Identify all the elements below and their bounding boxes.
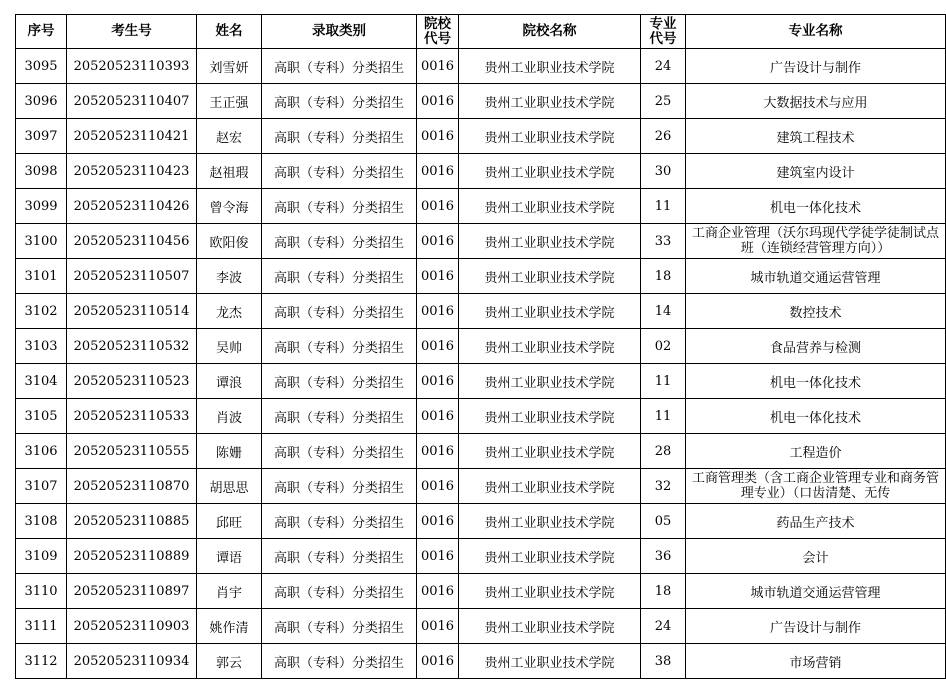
cell-major-code: 24 — [641, 49, 686, 84]
cell-major-name: 建筑工程技术 — [686, 119, 946, 154]
cell-school-name: 贵州工业职业技术学院 — [459, 294, 641, 329]
cell-name: 赵宏 — [197, 119, 262, 154]
cell-category: 高职（专科）分类招生 — [262, 154, 417, 189]
cell-major-name: 食品营养与检测 — [686, 329, 946, 364]
cell-seq: 3109 — [16, 539, 67, 574]
table-row — [16, 119, 946, 154]
cell-name: 赵祖瑕 — [197, 154, 262, 189]
cell-school-code: 0016 — [417, 259, 459, 294]
cell-school-name: 贵州工业职业技术学院 — [459, 189, 641, 224]
cell-school-code: 0016 — [417, 399, 459, 434]
cell-seq: 3099 — [16, 189, 67, 224]
cell-category: 高职（专科）分类招生 — [262, 469, 417, 504]
cell-major-code: 18 — [641, 574, 686, 609]
header-major-code: 专业代号 — [641, 15, 686, 49]
cell-major-name: 工商管理类（含工商企业管理专业和商务管理专业）（口齿清楚、无传 — [686, 469, 946, 504]
header-seq: 序号 — [16, 15, 67, 49]
cell-major-name: 城市轨道交通运营管理 — [686, 574, 946, 609]
cell-school-code: 0016 — [417, 364, 459, 399]
table-row — [16, 259, 946, 294]
header-name: 姓名 — [197, 15, 262, 49]
cell-school-code: 0016 — [417, 189, 459, 224]
cell-category: 高职（专科）分类招生 — [262, 644, 417, 679]
table-row — [16, 49, 946, 84]
cell-major-code: 25 — [641, 84, 686, 119]
cell-exam-no: 20520523110456 — [67, 224, 197, 259]
cell-seq: 3103 — [16, 329, 67, 364]
cell-school-name: 贵州工业职业技术学院 — [459, 434, 641, 469]
header-school-code: 院校代号 — [417, 15, 459, 49]
cell-name: 谭语 — [197, 539, 262, 574]
cell-exam-no: 20520523110426 — [67, 189, 197, 224]
cell-school-code: 0016 — [417, 329, 459, 364]
table-row — [16, 644, 946, 679]
cell-school-code: 0016 — [417, 119, 459, 154]
table-row — [16, 434, 946, 469]
table-row — [16, 84, 946, 119]
cell-seq: 3102 — [16, 294, 67, 329]
cell-name: 欧阳俊 — [197, 224, 262, 259]
cell-exam-no: 20520523110532 — [67, 329, 197, 364]
cell-category: 高职（专科）分类招生 — [262, 399, 417, 434]
cell-school-name: 贵州工业职业技术学院 — [459, 539, 641, 574]
cell-exam-no: 20520523110934 — [67, 644, 197, 679]
table-row — [16, 399, 946, 434]
cell-school-name: 贵州工业职业技术学院 — [459, 154, 641, 189]
cell-school-name: 贵州工业职业技术学院 — [459, 224, 641, 259]
cell-seq: 3106 — [16, 434, 67, 469]
cell-major-code: 32 — [641, 469, 686, 504]
cell-name: 谭浪 — [197, 364, 262, 399]
cell-name: 邱旺 — [197, 504, 262, 539]
cell-category: 高职（专科）分类招生 — [262, 84, 417, 119]
cell-seq: 3107 — [16, 469, 67, 504]
cell-major-name: 广告设计与制作 — [686, 49, 946, 84]
cell-major-code: 02 — [641, 329, 686, 364]
cell-major-code: 24 — [641, 609, 686, 644]
cell-major-name: 机电一体化技术 — [686, 364, 946, 399]
cell-category: 高职（专科）分类招生 — [262, 539, 417, 574]
table-row — [16, 329, 946, 364]
cell-major-code: 36 — [641, 539, 686, 574]
cell-school-code: 0016 — [417, 49, 459, 84]
cell-seq: 3096 — [16, 84, 67, 119]
cell-seq: 3101 — [16, 259, 67, 294]
cell-school-code: 0016 — [417, 469, 459, 504]
cell-exam-no: 20520523110870 — [67, 469, 197, 504]
cell-school-name: 贵州工业职业技术学院 — [459, 644, 641, 679]
header-school-name: 院校名称 — [459, 15, 641, 49]
cell-exam-no: 20520523110393 — [67, 49, 197, 84]
cell-school-name: 贵州工业职业技术学院 — [459, 84, 641, 119]
cell-seq: 3112 — [16, 644, 67, 679]
cell-major-name: 机电一体化技术 — [686, 189, 946, 224]
cell-exam-no: 20520523110885 — [67, 504, 197, 539]
cell-school-name: 贵州工业职业技术学院 — [459, 49, 641, 84]
cell-exam-no: 20520523110523 — [67, 364, 197, 399]
cell-name: 王正强 — [197, 84, 262, 119]
cell-major-name: 工商企业管理（沃尔玛现代学徒学徒制试点班（连锁经营管理方向）） — [686, 224, 946, 259]
cell-exam-no: 20520523110421 — [67, 119, 197, 154]
cell-exam-no: 20520523110407 — [67, 84, 197, 119]
cell-school-code: 0016 — [417, 224, 459, 259]
cell-school-name: 贵州工业职业技术学院 — [459, 609, 641, 644]
header-major-name: 专业名称 — [686, 15, 946, 49]
table-body — [16, 49, 946, 679]
admission-table — [15, 14, 946, 679]
table-row — [16, 224, 946, 259]
cell-seq: 3110 — [16, 574, 67, 609]
cell-major-code: 05 — [641, 504, 686, 539]
cell-category: 高职（专科）分类招生 — [262, 574, 417, 609]
cell-major-name: 大数据技术与应用 — [686, 84, 946, 119]
cell-school-code: 0016 — [417, 539, 459, 574]
cell-school-name: 贵州工业职业技术学院 — [459, 469, 641, 504]
cell-category: 高职（专科）分类招生 — [262, 609, 417, 644]
cell-seq: 3111 — [16, 609, 67, 644]
cell-school-code: 0016 — [417, 434, 459, 469]
table-row — [16, 469, 946, 504]
cell-major-code: 11 — [641, 189, 686, 224]
cell-exam-no: 20520523110533 — [67, 399, 197, 434]
cell-exam-no: 20520523110507 — [67, 259, 197, 294]
cell-name: 李波 — [197, 259, 262, 294]
cell-category: 高职（专科）分类招生 — [262, 504, 417, 539]
cell-major-code: 11 — [641, 364, 686, 399]
cell-exam-no: 20520523110423 — [67, 154, 197, 189]
cell-category: 高职（专科）分类招生 — [262, 224, 417, 259]
table-row — [16, 574, 946, 609]
cell-major-name: 数控技术 — [686, 294, 946, 329]
cell-name: 吴帅 — [197, 329, 262, 364]
cell-category: 高职（专科）分类招生 — [262, 294, 417, 329]
cell-exam-no: 20520523110514 — [67, 294, 197, 329]
cell-major-code: 30 — [641, 154, 686, 189]
cell-major-name: 建筑室内设计 — [686, 154, 946, 189]
cell-exam-no: 20520523110555 — [67, 434, 197, 469]
table-row — [16, 154, 946, 189]
cell-school-code: 0016 — [417, 154, 459, 189]
cell-category: 高职（专科）分类招生 — [262, 434, 417, 469]
table-row — [16, 504, 946, 539]
cell-major-name: 市场营销 — [686, 644, 946, 679]
cell-major-code: 18 — [641, 259, 686, 294]
cell-major-code: 33 — [641, 224, 686, 259]
cell-seq: 3095 — [16, 49, 67, 84]
cell-name: 郭云 — [197, 644, 262, 679]
cell-name: 龙杰 — [197, 294, 262, 329]
header-category: 录取类别 — [262, 15, 417, 49]
cell-major-code: 28 — [641, 434, 686, 469]
cell-school-name: 贵州工业职业技术学院 — [459, 399, 641, 434]
cell-school-code: 0016 — [417, 574, 459, 609]
table-row — [16, 189, 946, 224]
cell-seq: 3104 — [16, 364, 67, 399]
cell-name: 曾令海 — [197, 189, 262, 224]
table-header-row — [16, 15, 946, 49]
cell-school-name: 贵州工业职业技术学院 — [459, 329, 641, 364]
cell-name: 胡思思 — [197, 469, 262, 504]
cell-category: 高职（专科）分类招生 — [262, 259, 417, 294]
cell-exam-no: 20520523110897 — [67, 574, 197, 609]
cell-major-name: 工程造价 — [686, 434, 946, 469]
cell-exam-no: 20520523110889 — [67, 539, 197, 574]
cell-seq: 3105 — [16, 399, 67, 434]
cell-seq: 3100 — [16, 224, 67, 259]
cell-name: 姚作清 — [197, 609, 262, 644]
cell-major-code: 38 — [641, 644, 686, 679]
cell-major-name: 广告设计与制作 — [686, 609, 946, 644]
cell-seq: 3097 — [16, 119, 67, 154]
cell-major-name: 药品生产技术 — [686, 504, 946, 539]
cell-seq: 3098 — [16, 154, 67, 189]
cell-category: 高职（专科）分类招生 — [262, 49, 417, 84]
cell-school-code: 0016 — [417, 84, 459, 119]
cell-school-code: 0016 — [417, 294, 459, 329]
cell-category: 高职（专科）分类招生 — [262, 189, 417, 224]
cell-exam-no: 20520523110903 — [67, 609, 197, 644]
cell-category: 高职（专科）分类招生 — [262, 119, 417, 154]
cell-school-code: 0016 — [417, 644, 459, 679]
cell-major-code: 26 — [641, 119, 686, 154]
cell-name: 肖宇 — [197, 574, 262, 609]
cell-major-name: 城市轨道交通运营管理 — [686, 259, 946, 294]
cell-category: 高职（专科）分类招生 — [262, 364, 417, 399]
cell-school-code: 0016 — [417, 504, 459, 539]
table-row — [16, 539, 946, 574]
cell-name: 肖波 — [197, 399, 262, 434]
cell-school-name: 贵州工业职业技术学院 — [459, 574, 641, 609]
header-exam-no: 考生号 — [67, 15, 197, 49]
cell-school-name: 贵州工业职业技术学院 — [459, 119, 641, 154]
cell-school-name: 贵州工业职业技术学院 — [459, 504, 641, 539]
cell-school-code: 0016 — [417, 609, 459, 644]
cell-name: 陈姗 — [197, 434, 262, 469]
cell-major-code: 11 — [641, 399, 686, 434]
cell-name: 刘雪妍 — [197, 49, 262, 84]
cell-major-name: 机电一体化技术 — [686, 399, 946, 434]
cell-school-name: 贵州工业职业技术学院 — [459, 364, 641, 399]
cell-major-code: 14 — [641, 294, 686, 329]
table-row — [16, 364, 946, 399]
cell-seq: 3108 — [16, 504, 67, 539]
table-row — [16, 609, 946, 644]
cell-category: 高职（专科）分类招生 — [262, 329, 417, 364]
cell-major-name: 会计 — [686, 539, 946, 574]
table-row — [16, 294, 946, 329]
cell-school-name: 贵州工业职业技术学院 — [459, 259, 641, 294]
